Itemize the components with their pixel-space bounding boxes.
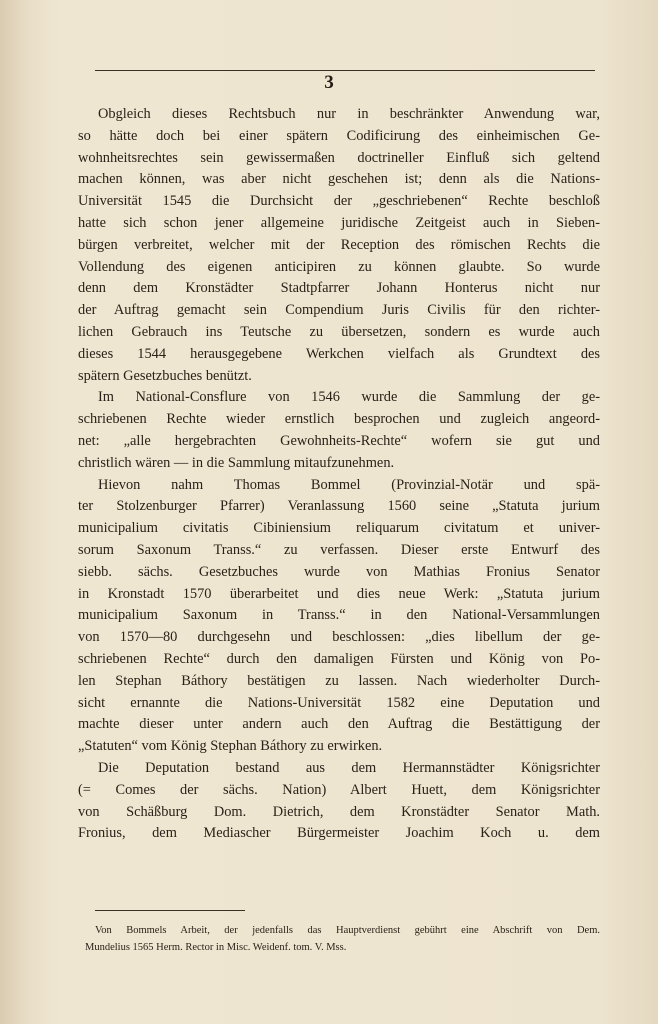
text-line: sorum Saxonum Transs.“ zu verfassen. Dieser erste Entwurf des: [78, 541, 600, 558]
text-line: sicht ernannte die Nations-Universität 1582 eine Deputation und: [78, 694, 600, 711]
text-line: Die Deputation bestand aus dem Hermannstädter Königsrichter: [98, 759, 600, 776]
page-number: 3: [324, 72, 334, 93]
text-line: Universität 1545 die Durchsicht der „geschriebenen“ Rechte beschloß: [78, 193, 600, 210]
text-line: Fronius, dem Mediascher Bürgermeister Joachim Koch u. dem: [78, 825, 600, 842]
text-line: siebb. sächs. Gesetzbuches wurde von Mathias Fronius Senator: [78, 563, 600, 580]
text-line: schriebenen Rechte“ durch den damaligen Fürsten und König von Po-: [78, 650, 600, 667]
footnote: [85, 922, 600, 956]
text-line: lichen Gebrauch ins Teutsche zu übersetzen, sondern es wurde auch: [78, 323, 600, 340]
text-line: Obgleich dieses Rechtsbuch nur in beschränkter Anwendung war,: [98, 106, 600, 122]
text-line: machen können, was aber nicht geschehen ist; denn als die Nations-: [78, 171, 600, 188]
text-line: Hievon nahm Thomas Bommel (Provinzial-Notär und spä-: [98, 476, 600, 493]
footnote-line: Mundelius 1565 Herm. Rector in Misc. Weidenf. tom. V. Mss.: [85, 942, 347, 953]
text-line: „Statuten“ vom König Stephan Báthory zu erwirken.: [78, 738, 383, 755]
text-line: Im National-Consflure von 1546 wurde die Sammlung der ge-: [98, 389, 600, 406]
text-line: municipalium Saxonum in Transs.“ in den National-Versammlungen: [78, 607, 600, 624]
text-line: ter Stolzenburger Pfarrer) Veranlassung 1560 seine „Statuta jurium: [78, 498, 600, 515]
text-line: der Auftrag gemacht sein Compendium Juris Civilis für den richter-: [78, 302, 600, 319]
body-text: [78, 104, 600, 845]
text-line: schriebenen Rechte wieder ernstlich besprochen und zugleich angeord-: [78, 411, 600, 428]
text-line: dieses 1544 herausgegebene Werkchen vielfach als Grundtext des: [78, 345, 600, 362]
header-rule: [95, 70, 595, 71]
text-line: spätern Gesetzbuches benützt.: [78, 367, 252, 384]
text-line: net: „alle hergebrachten Gewohnheits-Rechte“ wofern sie gut und: [78, 432, 600, 449]
text-line: len Stephan Báthory bestätigen zu lassen. Nach wiederholter Durch-: [78, 672, 600, 689]
footnote-rule: [95, 910, 245, 911]
text-line: machte dieser unter andern auch den Auftrag die Bestättigung der: [78, 716, 600, 733]
text-line: municipalium civitatis Cibiniensium reliquarum civitatum et univer-: [78, 520, 600, 537]
text-line: (= Comes der sächs. Nation) Albert Huett, dem Königsrichter: [78, 781, 600, 798]
text-line: hatte sich schon jener allgemeine juridische Zeitgeist auch in Sieben-: [78, 214, 600, 231]
text-line: von Schäßburg Dom. Dietrich, dem Kronstädter Senator Math.: [78, 803, 600, 820]
text-line: bürgen verbreitet, welcher mit der Reception des römischen Rechts die: [78, 236, 600, 253]
text-line: christlich wären — in die Sammlung mitaufzunehmen.: [78, 454, 395, 471]
text-line: von 1570—80 durchgesehn und beschlossen: „dies libellum der ge-: [78, 629, 600, 646]
text-line: wohnheitsrechtes sein gewissermaßen doctrineller Einfluß sich geltend: [78, 149, 600, 166]
footnote-line: Von Bommels Arbeit, der jedenfalls das Hauptverdienst gebührt eine Abschrift von Dem.: [95, 925, 600, 936]
text-line: denn dem Kronstädter Stadtpfarrer Johann Honterus nicht nur: [78, 280, 600, 297]
text-line: in Kronstadt 1570 überarbeitet und dies neue Werk: „Statuta jurium: [78, 585, 600, 602]
text-line: Vollendung des eigenen anticipiren zu können glaubte. So wurde: [78, 258, 600, 275]
text-line: so hätte doch bei einer spätern Codificirung des einheimischen Ge-: [78, 127, 600, 144]
